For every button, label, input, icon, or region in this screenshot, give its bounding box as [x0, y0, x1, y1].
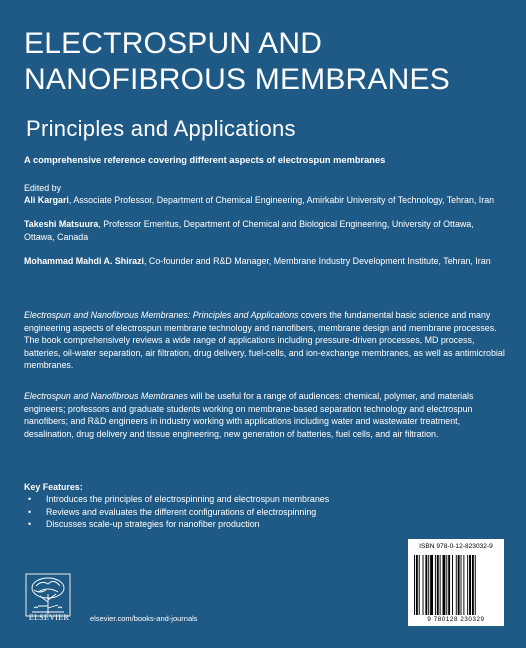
barcode-box: [408, 539, 504, 626]
list-item: [24, 493, 504, 505]
key-features-title: Key Features:: [24, 482, 83, 492]
list-item: [24, 506, 504, 518]
book-title-italic: Electrospun and Nanofibrous Membranes: Principles and Applications: [24, 310, 299, 320]
tagline: A comprehensive reference covering different aspects of electrospun membranes: [24, 155, 386, 165]
editor-name: Mohammad Mahdi A. Shirazi: [24, 255, 144, 266]
book-subtitle: Principles and Applications: [26, 116, 296, 141]
barcode-icon: [414, 555, 498, 615]
book-title: [24, 26, 450, 98]
editor-entry: [24, 218, 504, 242]
publisher-url[interactable]: elsevier.com/books-and-journals: [90, 614, 198, 623]
key-features: [24, 481, 504, 530]
barcode-digits: 9 780128 230329: [427, 616, 485, 623]
editor-entry: [24, 255, 504, 267]
publisher-name: ELSEVIER: [28, 613, 70, 622]
bullet-icon: •: [28, 518, 32, 529]
book-title-italic: Electrospun and Nanofibrous Membranes: [24, 391, 188, 401]
edited-by-label: Edited by: [24, 183, 62, 193]
editor-name: Ali Kargari: [24, 195, 69, 206]
description-paragraph: [24, 309, 506, 372]
feature-text: Introduces the principles of electrospinning and electrospun membranes: [46, 494, 330, 505]
feature-text: Reviews and evaluates the different configurations of electrospinning: [46, 506, 317, 517]
audience-paragraph: [24, 390, 506, 440]
title-line-1: ELECTROSPUN AND: [24, 27, 323, 60]
editor-name: Takeshi Matsuura: [24, 219, 99, 230]
title-line-2: NANOFIBROUS MEMBRANES: [24, 63, 450, 96]
audience-text: will be useful for a range of audiences: chemical, polymer, and materials engineers; professors and graduate students working on membrane-based separation technology and electrospun nanofibers; and R&D engineers in industry working with applications including water and wastewater treatment, desalination, drug delivery and tissue engineering, new generation of batteries, fuel cells, and air filtration.: [24, 391, 474, 439]
editor-entry: [24, 194, 504, 206]
description-text: covers the fundamental basic science and many engineering aspects of electrospun membrane technology and nanofibers, membrane design and membrane processes. The book comprehensively reviews a wide range of applications including pressure-driven processes, MD process, batteries, oil-water separation, air filtration, drug delivery, fuel-cells, and ion-exchange membranes, as well as antimicrobial membranes.: [24, 310, 505, 371]
editor-affiliation: , Co-founder and R&D Manager, Membrane Industry Development Institute, Tehran, Iran: [144, 255, 491, 266]
editor-affiliation: , Associate Professor, Department of Chemical Engineering, Amirkabir University of Technology, Tehran, Iran: [68, 195, 495, 206]
isbn-label: ISBN 978-0-12-823032-9: [419, 543, 493, 550]
editors-block: [24, 182, 504, 279]
key-features-list: [24, 493, 504, 530]
editor-affiliation: , Professor Emeritus, Department of Chemical and Biological Engineering, University of Ottawa, Ottawa, Canada: [24, 219, 474, 242]
bullet-icon: •: [28, 494, 32, 505]
feature-text: Discusses scale-up strategies for nanofiber production: [46, 518, 260, 529]
list-item: [24, 518, 504, 530]
bullet-icon: •: [28, 506, 32, 517]
